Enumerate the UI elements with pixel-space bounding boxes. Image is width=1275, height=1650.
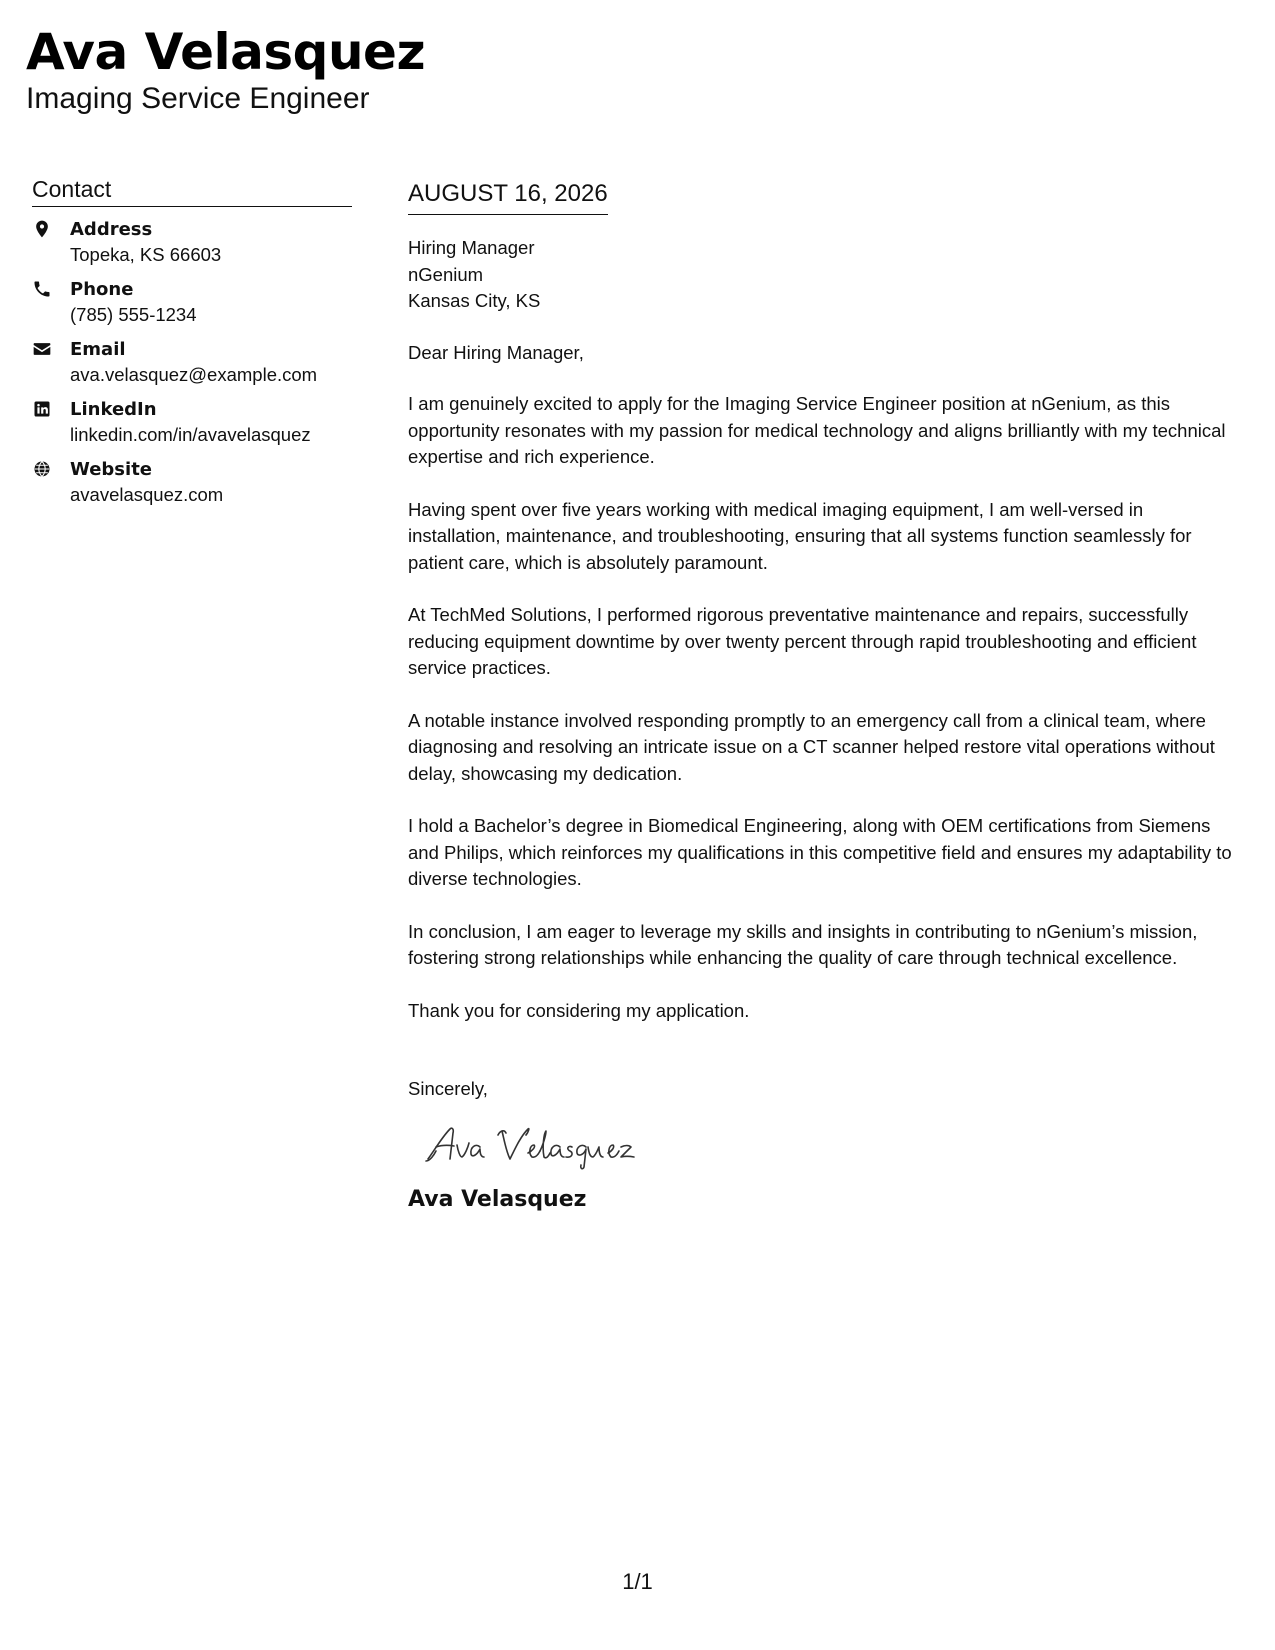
closing: Sincerely, xyxy=(408,1078,488,1099)
contact-label-phone: Phone xyxy=(70,279,134,300)
contact-heading: Contact xyxy=(32,174,352,207)
recipient-company: nGenium xyxy=(408,263,484,285)
letter-paragraph: At TechMed Solutions, I performed rigorous preventative maintenance and repairs, successfully reducing equipment downtime by over twenty percent through rapid troubleshooting and efficient service practices. xyxy=(408,604,1197,678)
letter-paragraph: Thank you for considering my application. xyxy=(408,999,750,1021)
letter-paragraph: In conclusion, I am eager to leverage my skills and insights in contributing to nGenium’s mission, fostering strong relationships while enhancing the quality of care through technical excellence. xyxy=(408,920,1198,968)
contact-item-linkedin xyxy=(32,397,352,447)
contact-label-address: Address xyxy=(70,219,153,240)
signer-name: Ava Velasquez xyxy=(408,1186,587,1212)
globe-icon xyxy=(32,457,70,479)
letter-header xyxy=(26,22,726,116)
contact-value-linkedin: linkedin.com/in/avavelasquez xyxy=(70,424,311,445)
linkedin-icon xyxy=(32,397,70,419)
handwritten-signature xyxy=(424,1121,644,1171)
contact-value-address: Topeka, KS 66603 xyxy=(70,244,222,265)
salutation: Dear Hiring Manager, xyxy=(408,341,584,363)
recipient-name: Hiring Manager xyxy=(408,237,535,258)
contact-item-phone xyxy=(32,277,352,327)
letter-paragraph: Having spent over five years working with medical imaging equipment, I am well-versed in installation, maintenance, and troubleshooting, ensuring that all systems function seamlessly for patient care, which is absolutely paramount. xyxy=(408,498,1192,573)
contact-item-address xyxy=(32,217,352,267)
envelope-icon xyxy=(32,337,70,359)
contact-sidebar xyxy=(32,174,352,517)
job-title: Imaging Service Engineer xyxy=(26,82,370,115)
contact-label-linkedin: LinkedIn xyxy=(70,399,157,420)
letter-paragraph: I am genuinely excited to apply for the Imaging Service Engineer position at nGenium, as this opportunity resonates with my passion for medical technology and aligns brilliantly with my technical expertise and rich experience. xyxy=(408,393,1226,467)
contact-label-email: Email xyxy=(70,339,126,360)
map-pin-icon xyxy=(32,217,70,239)
letter-body xyxy=(408,178,1238,1215)
contact-item-website xyxy=(32,457,352,507)
contact-label-website: Website xyxy=(70,459,153,480)
letter-date: AUGUST 16, 2026 xyxy=(408,178,608,215)
page-number: 1/1 xyxy=(622,1569,653,1594)
recipient-location: Kansas City, KS xyxy=(408,290,541,311)
contact-value-email: ava.velasquez@example.com xyxy=(70,364,318,385)
recipient-block xyxy=(408,235,1238,315)
applicant-name: Ava Velasquez xyxy=(26,23,426,81)
letter-paragraph: I hold a Bachelor’s degree in Biomedical Engineering, along with OEM certifications from Siemens and Philips, which reinforces my qualifications in this competitive field and ensures my adaptability to diverse technologies. xyxy=(408,815,1232,889)
phone-icon xyxy=(32,277,70,299)
contact-item-email xyxy=(32,337,352,387)
contact-value-website: avavelasquez.com xyxy=(70,484,224,505)
contact-value-phone: (785) 555-1234 xyxy=(70,304,197,325)
letter-paragraph: A notable instance involved responding promptly to an emergency call from a clinical team, where diagnosing and resolving an intricate issue on a CT scanner helped restore vital operations without delay, showcasing my dedication. xyxy=(408,709,1215,784)
